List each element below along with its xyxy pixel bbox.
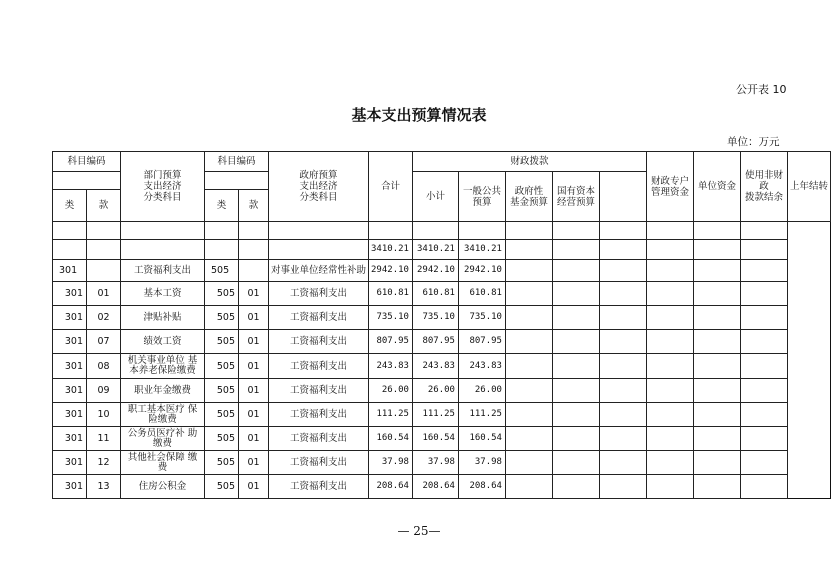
budget-table	[52, 151, 831, 499]
cell-gov-lei: 505	[205, 354, 239, 379]
cell-empty	[599, 427, 646, 451]
cell-dept-subject: 绩效工资	[121, 330, 205, 354]
cell-empty	[740, 427, 787, 451]
cell-empty	[740, 403, 787, 427]
table-number: 公开表 10	[736, 83, 787, 96]
cell-empty	[505, 240, 552, 260]
cell-gov-subject: 工资福利支出	[269, 330, 369, 354]
table-row	[53, 427, 831, 451]
cell-gov-lei: 505	[205, 282, 239, 306]
cell-total: 243.83	[369, 354, 413, 379]
cell-empty	[599, 354, 646, 379]
cell-total: 111.25	[369, 403, 413, 427]
cell-empty	[693, 330, 740, 354]
cell-gov-lei: 505	[205, 260, 239, 282]
cell-subtotal: 735.10	[412, 306, 458, 330]
cell-gov-lei: 505	[205, 330, 239, 354]
cell-empty	[740, 475, 787, 499]
header-gov-fund: 政府性 基金预算	[505, 172, 552, 222]
header-dept-subject: 部门预算 支出经济 分类科目	[121, 152, 205, 222]
cell-lei: 301	[53, 379, 87, 403]
cell-empty	[552, 330, 599, 354]
cell-empty	[693, 451, 740, 475]
cell-gov-subject	[269, 240, 369, 260]
header-lei: 类	[53, 190, 87, 222]
cell-empty	[646, 354, 693, 379]
cell-general-public: 3410.21	[458, 240, 505, 260]
cell-empty	[693, 306, 740, 330]
cell-kuan: 08	[87, 354, 121, 379]
cell-kuan: 02	[87, 306, 121, 330]
cell-empty	[552, 354, 599, 379]
cell-gov-kuan: 01	[239, 451, 269, 475]
header-gov-code-blank	[205, 172, 269, 190]
header-subtotal: 小计	[412, 172, 458, 222]
cell-empty	[693, 403, 740, 427]
cell-dept-subject: 职工基本医疗 保险缴费	[121, 403, 205, 427]
cell-empty	[599, 306, 646, 330]
cell-empty	[646, 260, 693, 282]
cell-general-public: 111.25	[458, 403, 505, 427]
header-carryover: 上年结转	[787, 152, 830, 222]
cell-gov-subject: 工资福利支出	[269, 475, 369, 499]
cell-empty	[740, 379, 787, 403]
table-row	[53, 379, 831, 403]
table-row	[53, 475, 831, 499]
cell-lei	[53, 240, 87, 260]
cell-gov-lei: 505	[205, 403, 239, 427]
cell-gov-kuan	[239, 240, 269, 260]
cell-subtotal: 243.83	[412, 354, 458, 379]
header-special-fund: 财政专户 管理资金	[646, 152, 693, 222]
cell-empty	[693, 354, 740, 379]
cell-total: 807.95	[369, 330, 413, 354]
cell-empty	[505, 330, 552, 354]
cell-subtotal: 208.64	[412, 475, 458, 499]
cell-empty	[693, 282, 740, 306]
table-row	[53, 260, 831, 282]
cell-total: 610.81	[369, 282, 413, 306]
cell-total: 3410.21	[369, 240, 413, 260]
cell-lei: 301	[53, 475, 87, 499]
cell-dept-subject: 津贴补贴	[121, 306, 205, 330]
header-gov-kuan: 款	[239, 190, 269, 222]
cell-empty	[740, 260, 787, 282]
cell-empty	[552, 475, 599, 499]
cell-total: 26.00	[369, 379, 413, 403]
cell-subtotal: 3410.21	[412, 240, 458, 260]
cell-dept-subject: 住房公积金	[121, 475, 205, 499]
cell-gov-lei	[205, 240, 239, 260]
cell-gov-lei: 505	[205, 379, 239, 403]
cell-lei: 301	[53, 260, 87, 282]
cell-dept-subject: 职业年金缴费	[121, 379, 205, 403]
cell-kuan: 10	[87, 403, 121, 427]
cell-kuan: 09	[87, 379, 121, 403]
cell-subtotal: 160.54	[412, 427, 458, 451]
header-kuan: 款	[87, 190, 121, 222]
table-row	[53, 240, 831, 260]
cell-empty	[740, 240, 787, 260]
cell-lei: 301	[53, 330, 87, 354]
cell-empty	[552, 306, 599, 330]
cell-kuan: 01	[87, 282, 121, 306]
cell-empty	[740, 451, 787, 475]
cell-gov-lei: 505	[205, 427, 239, 451]
cell-general-public: 160.54	[458, 427, 505, 451]
cell-empty	[505, 306, 552, 330]
cell-empty	[599, 282, 646, 306]
cell-empty	[552, 451, 599, 475]
cell-empty	[505, 451, 552, 475]
header-unit-fund: 单位资金	[693, 152, 740, 222]
cell-empty	[505, 260, 552, 282]
cell-subtotal: 111.25	[412, 403, 458, 427]
table-row	[53, 354, 831, 379]
cell-empty	[740, 354, 787, 379]
cell-subtotal: 2942.10	[412, 260, 458, 282]
cell-subtotal: 610.81	[412, 282, 458, 306]
cell-empty	[505, 354, 552, 379]
cell-general-public: 735.10	[458, 306, 505, 330]
cell-empty	[599, 379, 646, 403]
header-dept-code: 科目编码	[53, 152, 121, 172]
cell-gov-kuan: 01	[239, 475, 269, 499]
cell-gov-subject: 工资福利支出	[269, 282, 369, 306]
cell-gov-subject: 工资福利支出	[269, 451, 369, 475]
cell-general-public: 26.00	[458, 379, 505, 403]
cell-empty	[740, 282, 787, 306]
cell-empty	[646, 475, 693, 499]
cell-subtotal: 807.95	[412, 330, 458, 354]
cell-empty	[646, 282, 693, 306]
cell-general-public: 243.83	[458, 354, 505, 379]
table-row	[53, 282, 831, 306]
cell-empty	[552, 282, 599, 306]
cell-general-public: 2942.10	[458, 260, 505, 282]
cell-dept-subject	[121, 240, 205, 260]
cell-general-public: 37.98	[458, 451, 505, 475]
cell-gov-kuan: 01	[239, 282, 269, 306]
cell-dept-subject: 工资福利支出	[121, 260, 205, 282]
cell-gov-kuan: 01	[239, 306, 269, 330]
table-row	[53, 451, 831, 475]
cell-lei: 301	[53, 451, 87, 475]
cell-dept-subject: 其他社会保障 缴费	[121, 451, 205, 475]
cell-gov-lei: 505	[205, 451, 239, 475]
cell-gov-kuan: 01	[239, 379, 269, 403]
cell-kuan	[87, 240, 121, 260]
cell-general-public: 610.81	[458, 282, 505, 306]
cell-empty	[599, 403, 646, 427]
cell-empty	[505, 282, 552, 306]
cell-empty	[552, 240, 599, 260]
cell-kuan: 13	[87, 475, 121, 499]
cell-total: 37.98	[369, 451, 413, 475]
cell-empty	[552, 260, 599, 282]
cell-empty	[599, 330, 646, 354]
cell-dept-subject: 机关事业单位 基本养老保险缴费	[121, 354, 205, 379]
cell-kuan: 12	[87, 451, 121, 475]
cell-lei: 301	[53, 403, 87, 427]
cell-kuan: 07	[87, 330, 121, 354]
header-gov-code: 科目编码	[205, 152, 269, 172]
cell-gov-lei: 505	[205, 306, 239, 330]
cell-empty	[599, 451, 646, 475]
cell-gov-subject: 工资福利支出	[269, 354, 369, 379]
cell-total: 160.54	[369, 427, 413, 451]
cell-empty	[552, 403, 599, 427]
cell-kuan	[87, 260, 121, 282]
cell-empty	[505, 403, 552, 427]
cell-gov-subject: 工资福利支出	[269, 379, 369, 403]
cell-empty	[740, 330, 787, 354]
header-non-fiscal: 使用非财政 拨款结余	[740, 152, 787, 222]
page-number: — 25—	[397, 524, 441, 538]
header-fiscal-group: 财政拨款	[412, 152, 646, 172]
cell-empty	[599, 240, 646, 260]
cell-gov-subject: 工资福利支出	[269, 403, 369, 427]
cell-gov-subject: 工资福利支出	[269, 306, 369, 330]
cell-kuan: 11	[87, 427, 121, 451]
cell-total: 735.10	[369, 306, 413, 330]
header-gov-subject: 政府预算 支出经济 分类科目	[269, 152, 369, 222]
cell-empty	[646, 379, 693, 403]
cell-subtotal: 26.00	[412, 379, 458, 403]
cell-empty	[693, 260, 740, 282]
header-dept-code-blank	[53, 172, 121, 190]
cell-empty	[646, 330, 693, 354]
table-row	[53, 330, 831, 354]
cell-lei: 301	[53, 427, 87, 451]
cell-empty	[599, 475, 646, 499]
page-title: 基本支出预算情况表	[351, 106, 487, 124]
cell-dept-subject: 公务员医疗补 助缴费	[121, 427, 205, 451]
cell-empty	[646, 451, 693, 475]
cell-empty	[646, 427, 693, 451]
cell-empty	[693, 379, 740, 403]
cell-lei: 301	[53, 354, 87, 379]
cell-empty	[505, 427, 552, 451]
cell-empty	[646, 240, 693, 260]
cell-empty	[552, 379, 599, 403]
cell-empty	[693, 427, 740, 451]
header-general-public: 一般公共 预算	[458, 172, 505, 222]
header-gov-lei: 类	[205, 190, 239, 222]
header-total: 合计	[369, 152, 413, 222]
cell-gov-kuan	[239, 260, 269, 282]
cell-empty	[599, 260, 646, 282]
cell-gov-subject: 工资福利支出	[269, 427, 369, 451]
cell-total: 208.64	[369, 475, 413, 499]
cell-gov-kuan: 01	[239, 330, 269, 354]
cell-empty	[740, 306, 787, 330]
header-fiscal-blank	[599, 172, 646, 222]
cell-gov-kuan: 01	[239, 354, 269, 379]
cell-general-public: 807.95	[458, 330, 505, 354]
cell-empty	[693, 240, 740, 260]
cell-empty	[505, 379, 552, 403]
cell-total: 2942.10	[369, 260, 413, 282]
cell-empty	[693, 475, 740, 499]
cell-empty	[646, 403, 693, 427]
cell-gov-subject: 对事业单位经常性补助	[269, 260, 369, 282]
cell-empty	[552, 427, 599, 451]
cell-lei: 301	[53, 282, 87, 306]
table-row	[53, 306, 831, 330]
cell-empty	[505, 475, 552, 499]
table-row	[53, 403, 831, 427]
cell-gov-kuan: 01	[239, 403, 269, 427]
header-state-capital: 国有资本 经营预算	[552, 172, 599, 222]
cell-lei: 301	[53, 306, 87, 330]
cell-gov-lei: 505	[205, 475, 239, 499]
cell-gov-kuan: 01	[239, 427, 269, 451]
cell-dept-subject: 基本工资	[121, 282, 205, 306]
cell-subtotal: 37.98	[412, 451, 458, 475]
unit-label: 单位：万元	[727, 136, 780, 148]
cell-empty	[646, 306, 693, 330]
cell-general-public: 208.64	[458, 475, 505, 499]
